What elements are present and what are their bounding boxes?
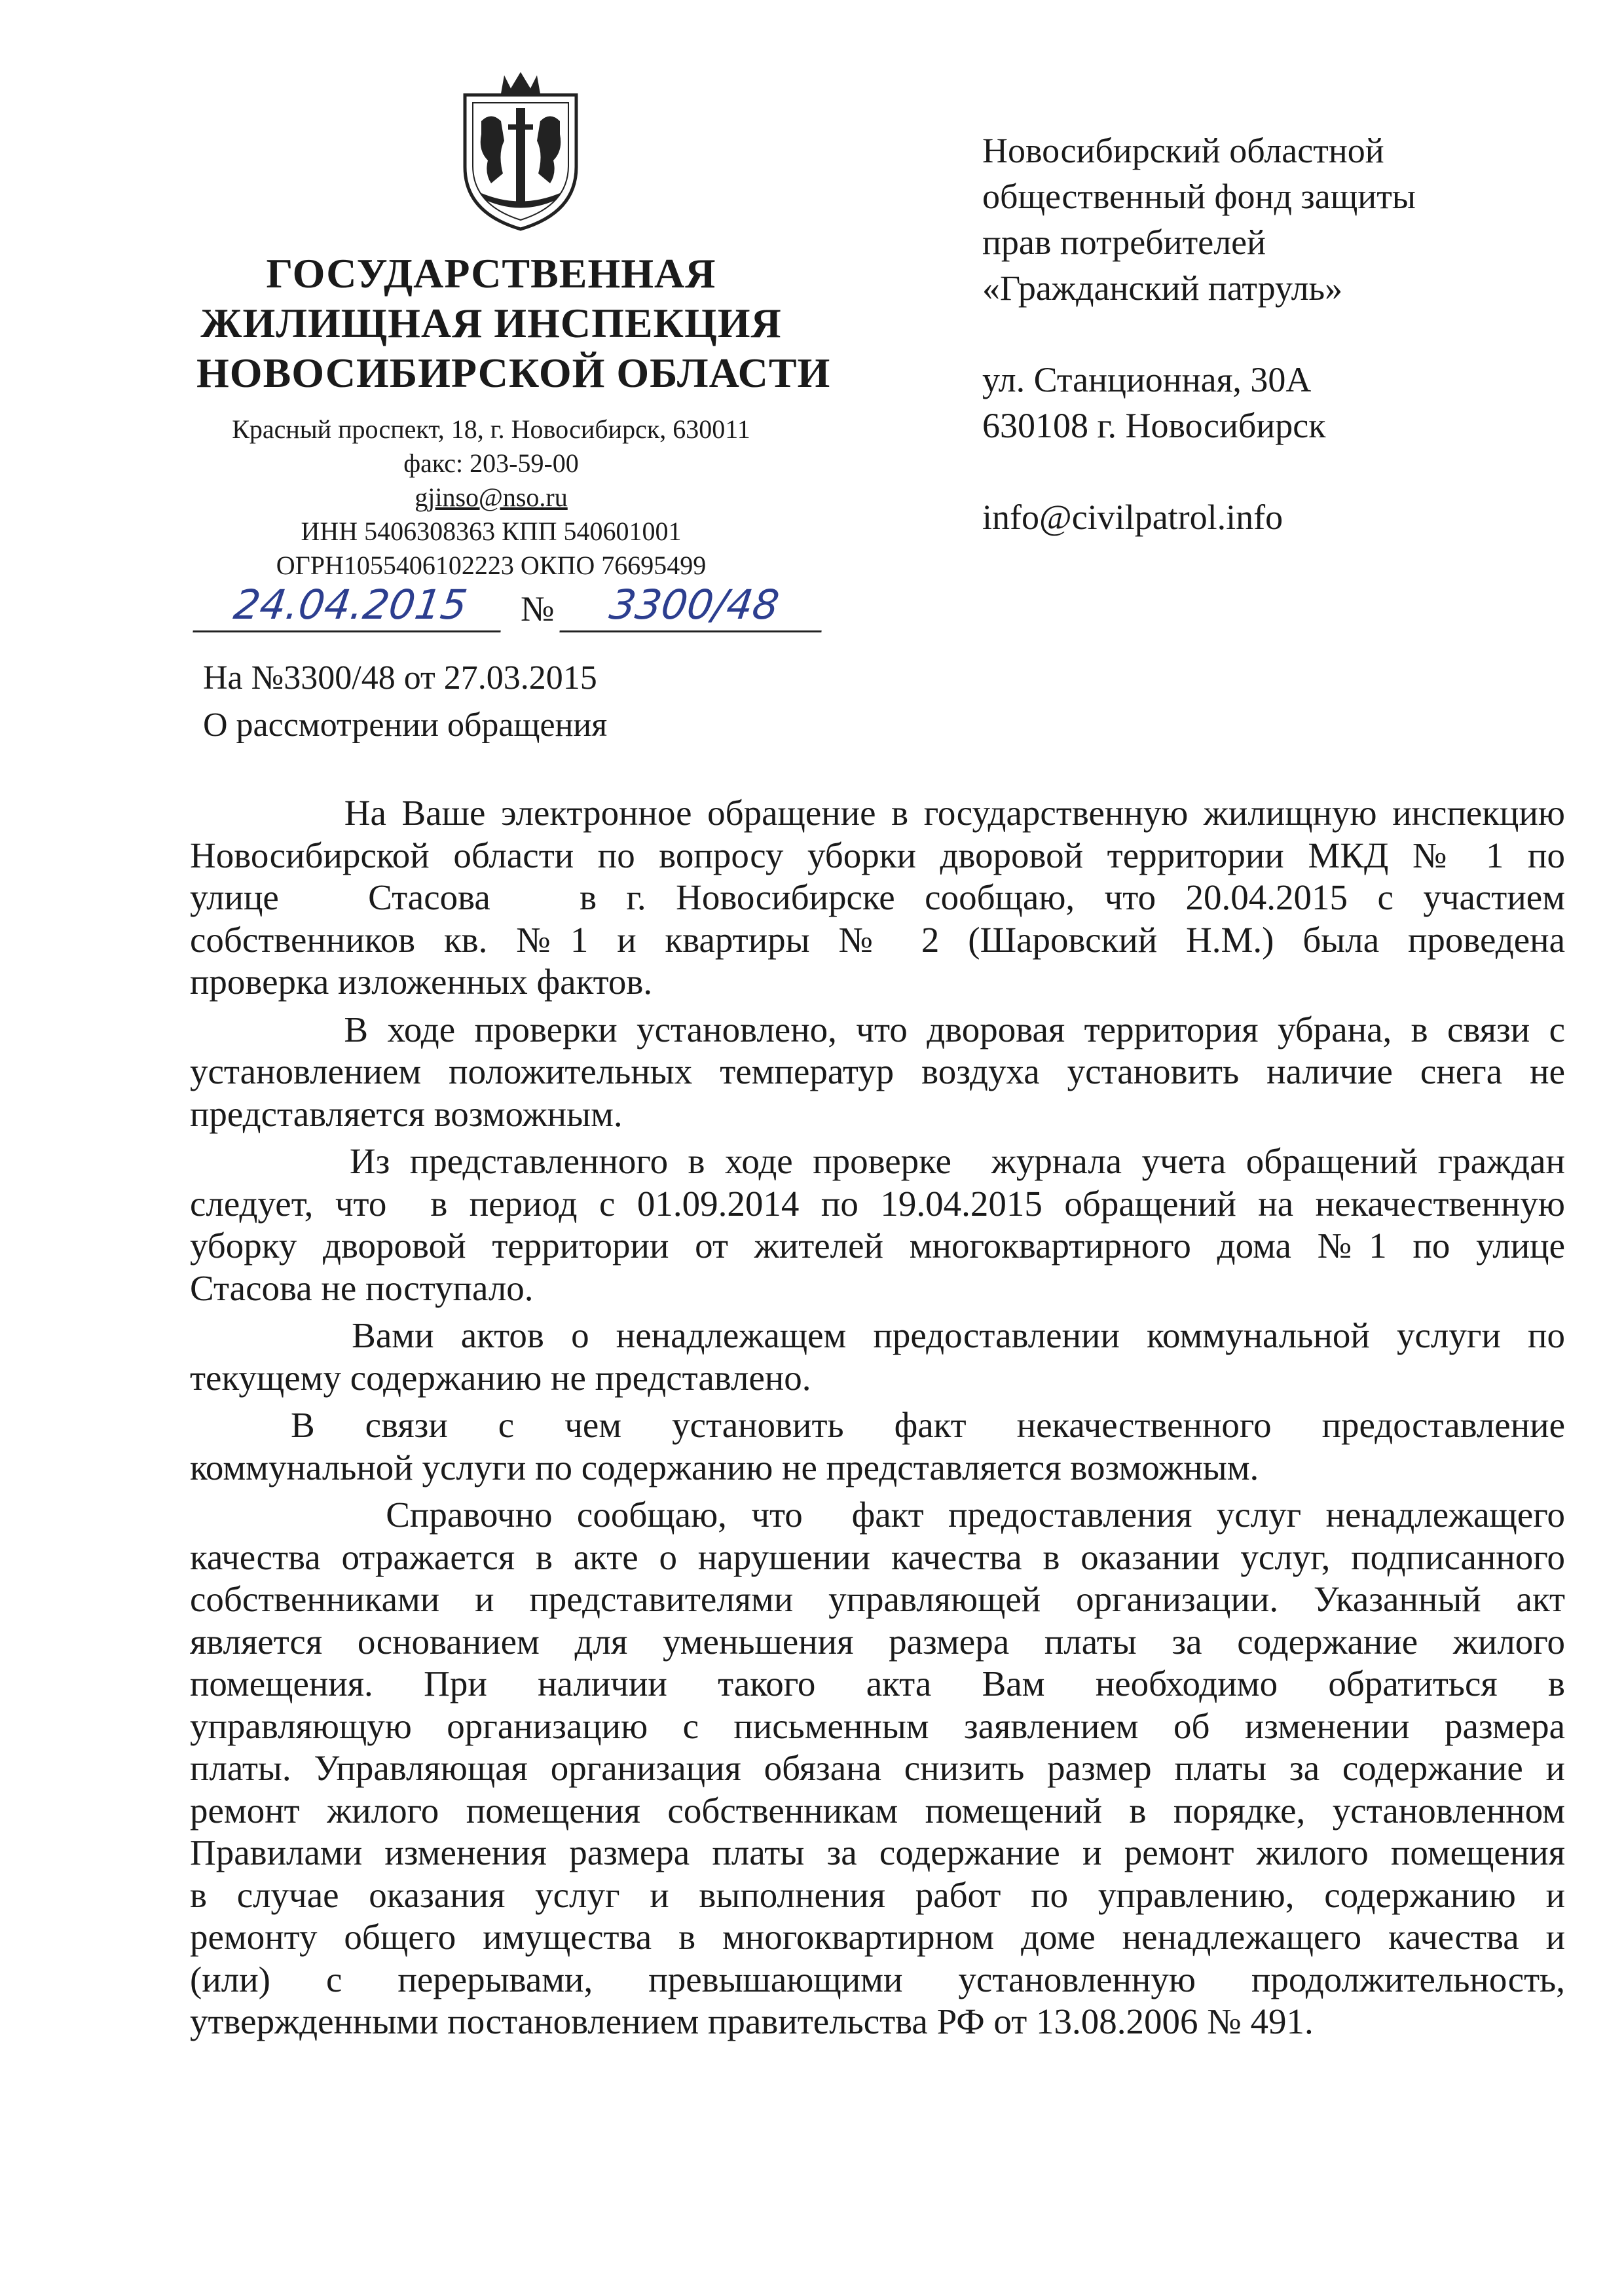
reference-block: [203, 655, 858, 749]
body-line: является основанием для уменьшения размера платы за содержание жилого: [190, 1621, 1565, 1662]
registration-line: [196, 579, 825, 638]
body-line: ремонт жилого помещения собственникам помещений в порядке, установленном: [190, 1790, 1565, 1831]
body-line: установлением положительных температур воздуха установить наличие снега не: [190, 1051, 1565, 1091]
recipient-email[interactable]: info@civilpatrol.info: [982, 498, 1283, 537]
body-line: собственниками и представителями управляющей организации. Указанный акт: [190, 1579, 1565, 1619]
recipient-city: 630108 г. Новосибирск: [982, 406, 1326, 445]
body-line: улице Стасова в г. Новосибирске сообщаю, что 20.04.2015 с участием: [190, 877, 1565, 917]
body-line: утвержденными постановлением правительства РФ от 13.08.2006 № 491.: [190, 2001, 1314, 2041]
registration-number-sign: №: [521, 589, 555, 629]
body-line: собственников кв. №1 и квартиры № 2 (Шаровский Н.М.) была проведена: [190, 919, 1565, 960]
body-line: уборку дворовой территории от жителей многоквартирного дома №1 по улице: [190, 1226, 1565, 1266]
body-line: Стасова не поступало.: [190, 1267, 534, 1308]
body-line: представляется возможным.: [190, 1093, 623, 1134]
coat-of-arms-icon: [452, 69, 589, 232]
sender-inn-kpp: ИНН 5406308363 КПП 540601001: [301, 517, 682, 546]
body-line: качества отражается в акте о нарушении качества в оказании услуг, подписанного: [190, 1537, 1565, 1577]
body-line: платы. Управляющая организация обязана снизить размер платы за содержание и: [190, 1748, 1565, 1788]
recipient-line: Новосибирский областной: [982, 131, 1384, 170]
registration-date: 24.04.2015: [193, 579, 507, 632]
body-line: На Ваше электронное обращение в государственную жилищную инспекцию: [190, 793, 1565, 833]
registration-number: 3300/48: [559, 579, 828, 632]
letter-body: [190, 792, 1565, 2043]
body-line: проверка изложенных фактов.: [190, 962, 653, 1002]
sender-ogrn-okpo: ОГРН1055406102223 ОКПО 76695499: [276, 551, 707, 580]
body-line: В связи с чем установить факт некачественного предоставление: [190, 1405, 1565, 1445]
body-line: (или) с перерывами, превышающими установленную продолжительность,: [190, 1959, 1565, 1999]
recipient-line: прав потребителей: [982, 223, 1266, 262]
body-line: текущему содержанию не представлено.: [190, 1357, 811, 1398]
sender-org-line: НОВОСИБИРСКОЙ ОБЛАСТИ: [196, 350, 831, 396]
body-line: ремонту общего имущества в многоквартирном доме ненадлежащего качества и: [190, 1917, 1565, 1957]
reference-subject: О рассмотрении обращения: [203, 706, 608, 744]
body-line: Из представленного в ходе проверке журнала учета обращений граждан: [190, 1141, 1565, 1181]
body-line: коммунальной услуги по содержанию не представляется возможным.: [190, 1447, 1259, 1487]
body-line: В ходе проверки установлено, что дворовая территория убрана, в связи с: [190, 1009, 1565, 1049]
sender-contacts: [196, 412, 786, 583]
body-line: Справочно сообщаю, что факт предоставления услуг ненадлежащего: [190, 1495, 1565, 1535]
recipient-street: ул. Станционная, 30А: [982, 360, 1312, 399]
body-line: в случае оказания услуг и выполнения работ по управлению, содержанию и: [190, 1874, 1565, 1915]
sender-org-line: ЖИЛИЩНАЯ ИНСПЕКЦИЯ: [200, 300, 782, 346]
recipient-line: общественный фонд защиты: [982, 177, 1416, 216]
recipient-line: «Гражданский патруль»: [982, 268, 1343, 308]
reference-number: На №3300/48 от 27.03.2015: [203, 659, 597, 697]
body-line: следует, что в период с 01.09.2014 по 19.04.2015 обращений на некачественную: [190, 1183, 1565, 1224]
body-line: Новосибирской области по вопросу уборки дворовой территории МКД № 1 по: [190, 835, 1565, 875]
sender-email[interactable]: gjinso@nso.ru: [415, 483, 568, 512]
body-line: управляющую организацию с письменным заявлением об изменении размера: [190, 1705, 1565, 1746]
body-line: Вами актов о ненадлежащем предоставлении коммунальной услуги по: [190, 1315, 1565, 1355]
sender-org-name: [196, 249, 831, 398]
recipient-block: [982, 128, 1572, 540]
sender-address: Красный проспект, 18, г. Новосибирск, 630011: [232, 414, 750, 444]
body-line: помещения. При наличии такого акта Вам необходимо обратиться в: [190, 1664, 1565, 1704]
body-line: Правилами изменения размера платы за содержание и ремонт жилого помещения: [190, 1832, 1565, 1872]
sender-org-line: ГОСУДАРСТВЕННАЯ: [266, 250, 716, 297]
sender-fax: факс: 203-59-00: [403, 448, 579, 478]
